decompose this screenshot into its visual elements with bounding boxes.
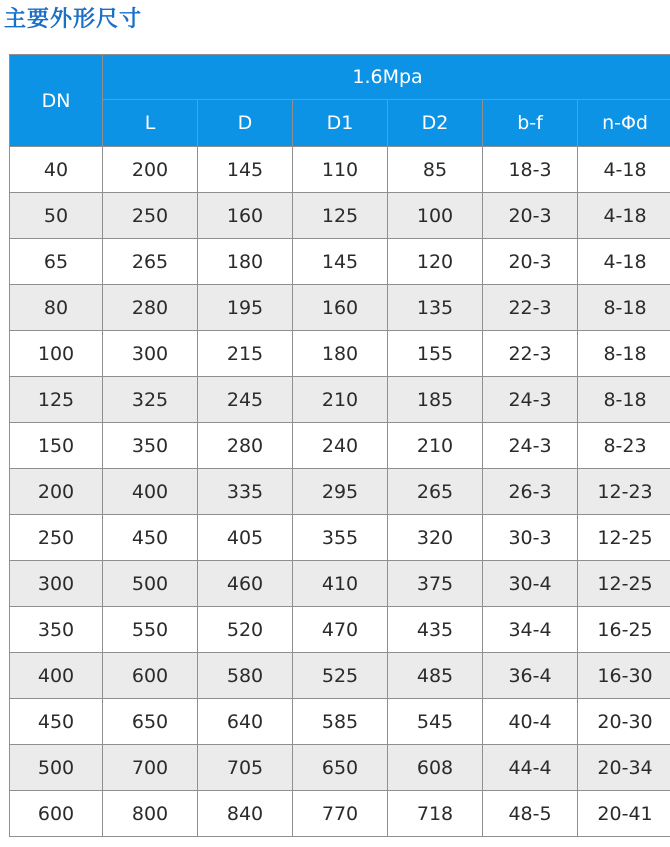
table-cell: 245 [198, 377, 293, 423]
table-cell: 355 [293, 515, 388, 561]
table-cell: 155 [388, 331, 483, 377]
table-cell: 375 [388, 561, 483, 607]
table-cell: 770 [293, 791, 388, 837]
table-cell: 85 [388, 147, 483, 193]
table-cell: 200 [103, 147, 198, 193]
table-cell: 4-18 [578, 147, 670, 193]
table-cell: 250 [103, 193, 198, 239]
column-header: L [103, 100, 198, 147]
table-cell: 145 [293, 239, 388, 285]
dn-cell: 40 [10, 147, 103, 193]
dn-cell: 80 [10, 285, 103, 331]
table-cell: 650 [293, 745, 388, 791]
table-row [10, 561, 670, 607]
column-header: D [198, 100, 293, 147]
table-cell: 8-18 [578, 285, 670, 331]
table-row [10, 147, 670, 193]
table-cell: 8-18 [578, 331, 670, 377]
table-cell: 350 [103, 423, 198, 469]
table-cell: 22-3 [483, 285, 578, 331]
table-cell: 20-34 [578, 745, 670, 791]
table-cell: 325 [103, 377, 198, 423]
table-cell: 700 [103, 745, 198, 791]
table-cell: 485 [388, 653, 483, 699]
dn-cell: 600 [10, 791, 103, 837]
table-cell: 4-18 [578, 193, 670, 239]
table-cell: 585 [293, 699, 388, 745]
dn-cell: 150 [10, 423, 103, 469]
table-row [10, 285, 670, 331]
table-cell: 265 [388, 469, 483, 515]
table-cell: 24-3 [483, 377, 578, 423]
table-cell: 36-4 [483, 653, 578, 699]
dn-cell: 450 [10, 699, 103, 745]
table-cell: 22-3 [483, 331, 578, 377]
table-cell: 20-3 [483, 239, 578, 285]
table-cell: 160 [198, 193, 293, 239]
dn-header: DN [10, 55, 103, 147]
table-cell: 20-41 [578, 791, 670, 837]
table-row [10, 331, 670, 377]
table-cell: 20-3 [483, 193, 578, 239]
table-cell: 12-25 [578, 515, 670, 561]
table-cell: 145 [198, 147, 293, 193]
table-cell: 718 [388, 791, 483, 837]
table-cell: 435 [388, 607, 483, 653]
table-row [10, 423, 670, 469]
table-cell: 34-4 [483, 607, 578, 653]
table-cell: 265 [103, 239, 198, 285]
table-cell: 40-4 [483, 699, 578, 745]
table-cell: 280 [198, 423, 293, 469]
table-cell: 608 [388, 745, 483, 791]
table-cell: 180 [293, 331, 388, 377]
dn-cell: 500 [10, 745, 103, 791]
table-row [10, 699, 670, 745]
table-cell: 210 [293, 377, 388, 423]
table-cell: 300 [103, 331, 198, 377]
dn-cell: 200 [10, 469, 103, 515]
table-cell: 125 [293, 193, 388, 239]
dn-cell: 100 [10, 331, 103, 377]
table-cell: 135 [388, 285, 483, 331]
table-row [10, 469, 670, 515]
table-cell: 48-5 [483, 791, 578, 837]
table-cell: 410 [293, 561, 388, 607]
table-cell: 180 [198, 239, 293, 285]
table-cell: 650 [103, 699, 198, 745]
table-cell: 44-4 [483, 745, 578, 791]
table-row [10, 791, 670, 837]
table-cell: 185 [388, 377, 483, 423]
table-cell: 12-23 [578, 469, 670, 515]
column-header: D2 [388, 100, 483, 147]
table-cell: 26-3 [483, 469, 578, 515]
dn-cell: 65 [10, 239, 103, 285]
table-cell: 400 [103, 469, 198, 515]
table-cell: 12-25 [578, 561, 670, 607]
table-row [10, 377, 670, 423]
table-cell: 20-30 [578, 699, 670, 745]
table-row [10, 653, 670, 699]
table-cell: 405 [198, 515, 293, 561]
column-header: D1 [293, 100, 388, 147]
table-cell: 195 [198, 285, 293, 331]
table-cell: 30-3 [483, 515, 578, 561]
table-row [10, 607, 670, 653]
table-row [10, 515, 670, 561]
page-title: 主要外形尺寸 [4, 7, 143, 32]
table-cell: 160 [293, 285, 388, 331]
table-cell: 295 [293, 469, 388, 515]
table-row [10, 745, 670, 791]
table-cell: 840 [198, 791, 293, 837]
table-cell: 800 [103, 791, 198, 837]
table-cell: 30-4 [483, 561, 578, 607]
table-cell: 24-3 [483, 423, 578, 469]
table-cell: 215 [198, 331, 293, 377]
table-cell: 110 [293, 147, 388, 193]
column-header: b-f [483, 100, 578, 147]
table-cell: 450 [103, 515, 198, 561]
table-row [10, 193, 670, 239]
table-cell: 8-18 [578, 377, 670, 423]
table-cell: 460 [198, 561, 293, 607]
dn-cell: 250 [10, 515, 103, 561]
table-cell: 4-18 [578, 239, 670, 285]
table-cell: 335 [198, 469, 293, 515]
column-header: n-Φd [578, 100, 670, 147]
table-cell: 100 [388, 193, 483, 239]
dn-cell: 400 [10, 653, 103, 699]
table-cell: 18-3 [483, 147, 578, 193]
table-cell: 120 [388, 239, 483, 285]
table-cell: 16-30 [578, 653, 670, 699]
table-cell: 705 [198, 745, 293, 791]
pressure-header: 1.6Mpa [103, 55, 670, 100]
table-cell: 280 [103, 285, 198, 331]
table-cell: 500 [103, 561, 198, 607]
table-cell: 580 [198, 653, 293, 699]
dimensions-table [9, 54, 670, 837]
dn-cell: 350 [10, 607, 103, 653]
table-row [10, 239, 670, 285]
table-cell: 470 [293, 607, 388, 653]
dn-cell: 125 [10, 377, 103, 423]
table-cell: 550 [103, 607, 198, 653]
dn-cell: 50 [10, 193, 103, 239]
table-cell: 600 [103, 653, 198, 699]
table-cell: 520 [198, 607, 293, 653]
table-cell: 8-23 [578, 423, 670, 469]
dn-cell: 300 [10, 561, 103, 607]
table-cell: 525 [293, 653, 388, 699]
table-cell: 545 [388, 699, 483, 745]
table-cell: 320 [388, 515, 483, 561]
table-cell: 210 [388, 423, 483, 469]
table-cell: 640 [198, 699, 293, 745]
table-cell: 16-25 [578, 607, 670, 653]
table-cell: 240 [293, 423, 388, 469]
